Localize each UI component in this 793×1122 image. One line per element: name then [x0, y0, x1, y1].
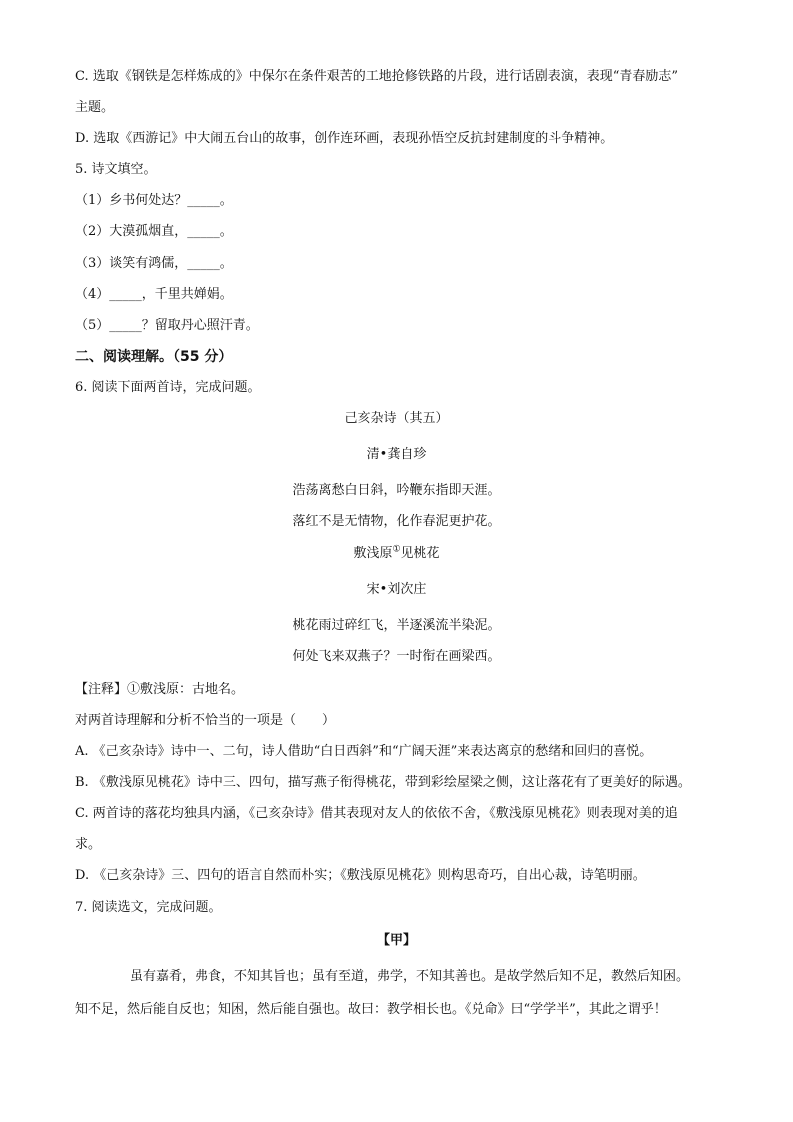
q7-paragraph-line2: 知不足，然后能自反也；知困，然后能自强也。故曰：教学相长也。《兑命》曰“学学半”，其此之谓乎！ — [75, 1002, 667, 1017]
q7-label: 【甲】 — [376, 933, 416, 948]
section-heading: 二、阅读理解。（55 分） — [75, 349, 233, 365]
q4-option-d: D. 选取《西游记》中大闹五台山的故事，创作连环画，表现孙悟空反抗封建制度的斗争精神。 — [75, 131, 614, 146]
q6-option-b: B. 《敷浅原见桃花》诗中三、四句，描写燕子衔得桃花，带到彩绘屋梁之侧，这让落花有了更美好的际遇。 — [75, 775, 691, 790]
q5-item: （1）乡书何处达？_____。 — [75, 193, 233, 208]
q5-item: （5）_____？留取丹心照汗青。 — [75, 318, 259, 333]
q6-note: 【注释】①敷浅原：古地名。 — [75, 682, 245, 697]
poem1-line2: 落红不是无情物，化作春泥更护花。 — [292, 514, 501, 529]
poem2-title-post: 见桃花 — [400, 546, 440, 561]
poem2-author: 宋•刘次庄 — [366, 582, 427, 597]
q4-option-c-line2: 主题。 — [75, 100, 115, 115]
poem1-line1: 浩荡离愁白日斜，吟鞭东指即天涯。 — [292, 483, 501, 498]
q4-option-c-line1: C. 选取《钢铁是怎样炼成的》中保尔在条件艰苦的工地抢修铁路的片段，进行话剧表演，表现“青春励志” — [75, 69, 679, 84]
q6-option-c-line2: 求。 — [75, 837, 102, 852]
q6-option-a: A. 《己亥杂诗》诗中一、二句，诗人借助“白日西斜”和“广阔天涯”来表达离京的愁绪和回归的喜悦。 — [75, 744, 653, 759]
q7-intro: 7. 阅读选文，完成问题。 — [75, 900, 222, 915]
q6-question: 对两首诗理解和分析不恰当的一项是（ ） — [75, 713, 336, 728]
q5-item: （2）大漠孤烟直，_____。 — [75, 224, 233, 239]
footnote-marker: ① — [392, 544, 401, 555]
q6-option-d: D. 《己亥杂诗》三、四句的语言自然而朴实；《敷浅原见桃花》则构思奇巧，自出心裁，诗笔明丽。 — [75, 868, 646, 883]
q5-item: （3）谈笑有鸿儒，_____。 — [75, 256, 233, 271]
poem2-title-pre: 敷浅原 — [353, 546, 393, 561]
poem2-line1: 桃花雨过碎红飞，半逐溪流半染泥。 — [292, 618, 501, 633]
q5-title: 5. 诗文填空。 — [75, 162, 157, 177]
q5-item: （4）_____，千里共婵娟。 — [75, 287, 233, 302]
poem1-author: 清•龚自珍 — [366, 447, 427, 462]
q7-paragraph-line1: 虽有嘉肴，弗食，不知其旨也；虽有至道，弗学，不知其善也。是故学然后知不足，教然后知困。 — [130, 969, 690, 984]
q6-intro: 6. 阅读下面两首诗，完成问题。 — [75, 380, 261, 395]
poem2-title — [0, 545, 793, 563]
poem2-line2: 何处飞来双燕子？一时衔在画梁西。 — [292, 649, 501, 664]
q6-option-c-line1: C. 两首诗的落花均独具内涵，《己亥杂诗》借其表现对友人的依依不舍，《敷浅原见桃花》则表现对美的追 — [75, 806, 678, 821]
poem1-title: 己亥杂诗（其五） — [344, 411, 449, 426]
